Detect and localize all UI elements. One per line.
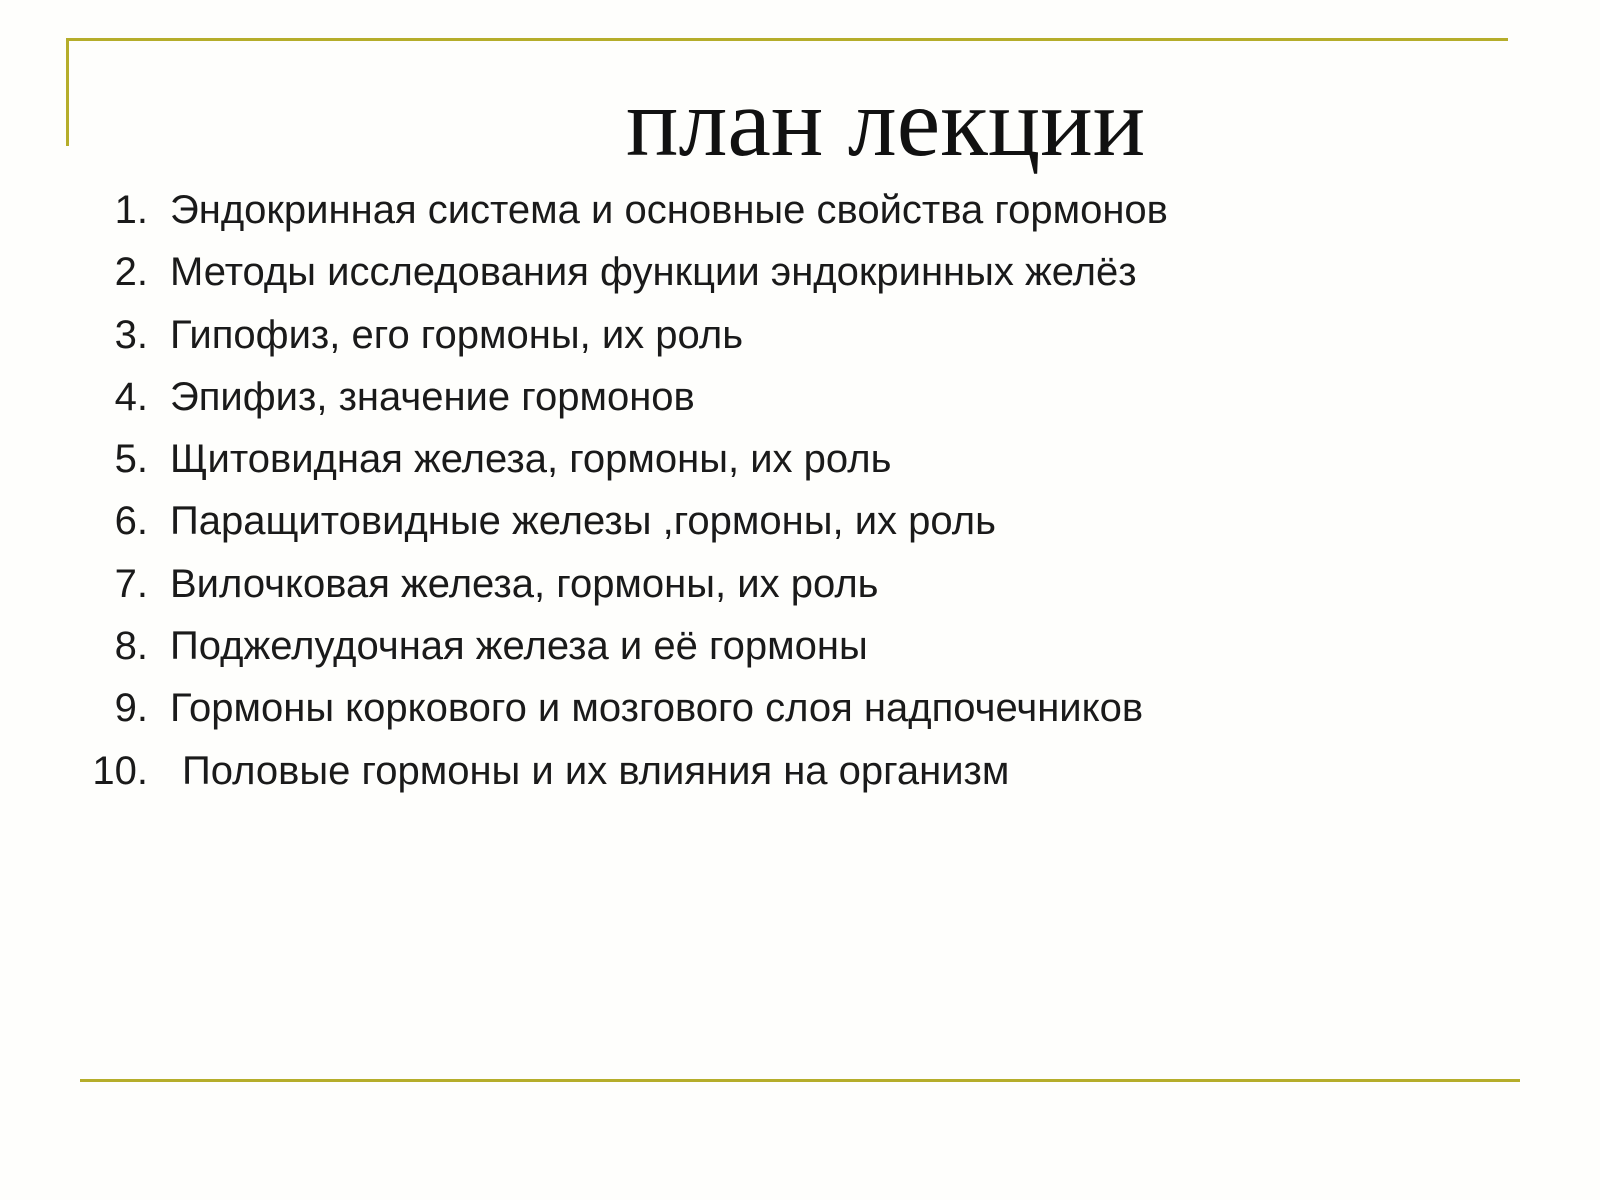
list-item-number: 10. [92,748,148,793]
list-item-number: 3. [114,312,148,357]
list-item-number: 4. [114,374,148,419]
frame-top-line [66,38,1508,41]
list-item [0,615,1560,677]
list-item-text: Паращитовидные железы ,гормоны, их роль [170,499,996,544]
list-item [0,366,1560,428]
list-item-number: 8. [114,624,148,669]
slide-title: план лекции [626,69,1146,177]
list-item-number: 1. [114,188,148,232]
list-item [0,677,1560,739]
list-item [0,179,1560,241]
list-item [0,304,1560,366]
lecture-plan-list [0,179,1560,802]
list-item [0,241,1560,303]
list-item-text: Поджелудочная железа и её гормоны [170,624,868,669]
list-item [0,490,1560,552]
list-item-text: Эпифиз, значение гормонов [170,374,695,419]
list-item-text: Эндокринная система и основные свойства гормонов [170,188,1168,232]
list-item-number: 6. [114,499,148,544]
list-item-number: 7. [114,561,148,606]
list-item [0,428,1560,490]
list-item-text: Методы исследования функции эндокринных желёз [170,250,1137,295]
list-item-text: Щитовидная железа, гормоны, их роль [170,437,892,482]
list-item-text: Гормоны коркового и мозгового слоя надпочечников [170,686,1144,731]
frame-bottom-line [80,1079,1520,1082]
list-item [0,553,1560,615]
list-item-number: 9. [114,686,148,731]
list-item-text: Половые гормоны и их влияния на организм [182,748,1010,793]
list-item-text: Гипофиз, его гормоны, их роль [170,312,744,357]
list-item-text: Вилочковая железа, гормоны, их роль [170,561,879,606]
frame-left-line [66,38,69,146]
list-item [0,740,1560,802]
list-item-number: 5. [114,437,148,482]
list-item-number: 2. [114,250,148,295]
